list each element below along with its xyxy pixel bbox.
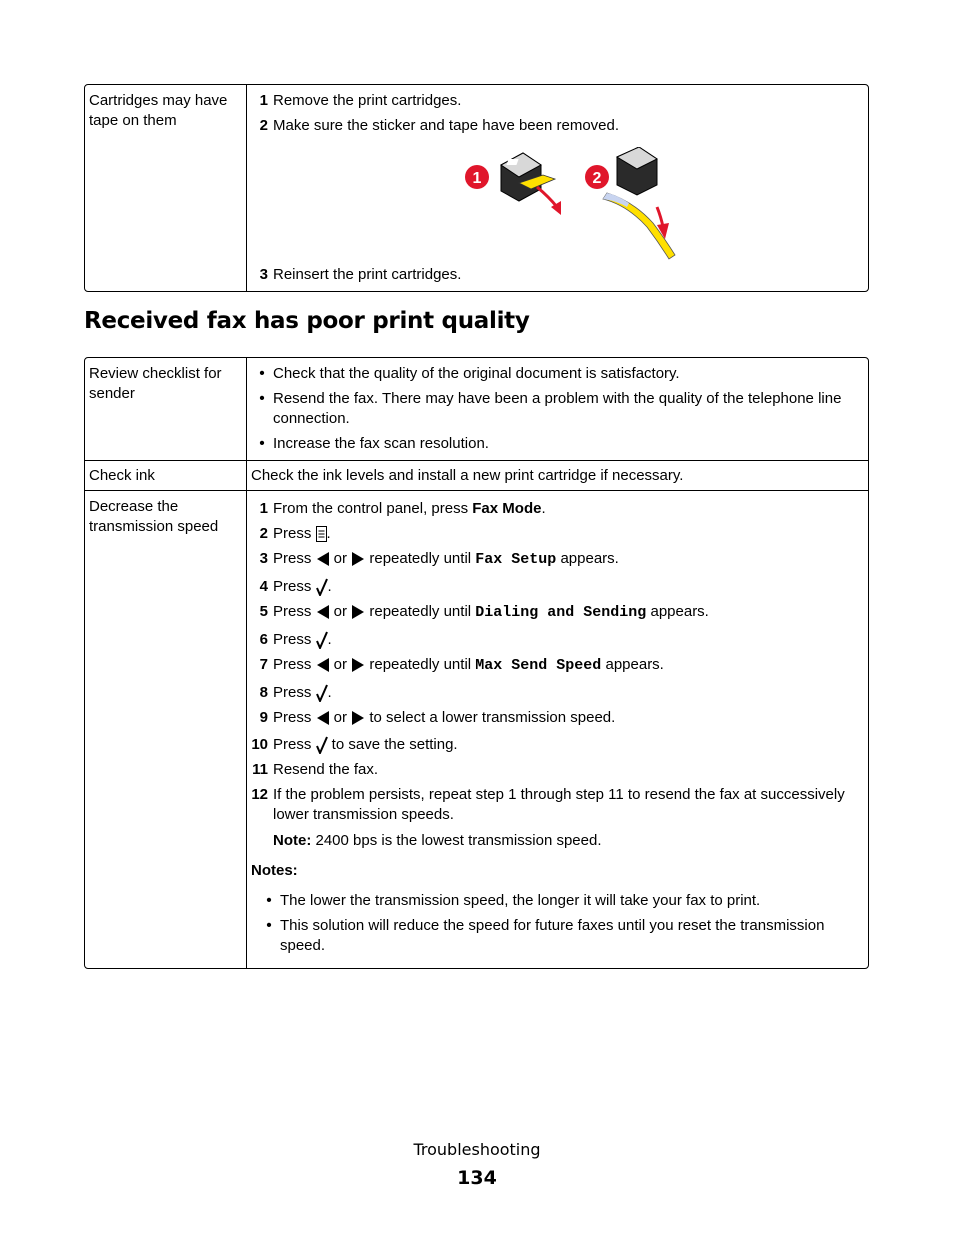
note [273,831,864,851]
bullet-icon: • [259,435,265,452]
step-text: Reinsert the print cartridges. [273,266,462,283]
step-item [251,116,864,136]
checkmark-icon [316,736,328,754]
checkmark-icon [316,631,328,649]
step-item [251,708,864,728]
step-text: Resend the fax. [273,761,379,778]
step-text: appears. [556,550,619,567]
bullet-item [258,891,864,911]
step-text: repeatedly until [365,550,476,567]
step-text: or [329,656,352,673]
step-text: Press [273,578,316,595]
bullet-text: The lower the transmission speed, the longer it will take your fax to print. [280,892,761,909]
menu-option-code: Fax Setup [475,551,557,568]
fax-quality-table [84,357,869,969]
step-item [251,265,461,285]
issue-cell: Decrease the transmission speed [85,491,247,968]
issue-cell: Cartridges may have tape on them [85,85,247,291]
step-text: Press [273,631,316,648]
left-arrow-icon [316,551,330,567]
footer-section-label: Troubleshooting [413,1140,541,1159]
step-text: . [541,500,546,517]
solution-cell [247,491,868,968]
step-item [251,683,864,703]
step-text: Press [273,525,316,542]
step-item [251,549,864,570]
bullet-text: Increase the fax scan resolution. [273,435,489,452]
right-arrow-icon [351,710,365,726]
left-arrow-icon [316,657,330,673]
step-text: or [329,603,352,620]
table-row [85,490,868,968]
cartridge-icon [617,147,657,195]
right-arrow-icon [351,657,365,673]
notes-heading: Notes: [251,862,298,879]
page-number: 134 [457,1167,497,1189]
solution-cell: Check the ink levels and install a new print cartridge if necessary. [251,467,684,484]
cartridge-tape-illustration [457,147,697,263]
bullet-text: Check that the quality of the original document is satisfactory. [273,365,680,382]
step-item [251,735,864,755]
step-text: . [327,684,332,701]
bullet-text: This solution will reduce the speed for future faxes until you reset the transmission speed. [280,917,825,954]
cartridge-illustration-svg [457,147,697,263]
bullet-icon: • [259,390,265,407]
step-text: From the control panel, press [273,500,473,517]
step-item [251,630,864,650]
table-row [85,85,868,291]
step-text: or [329,709,352,726]
checkmark-icon [316,684,328,702]
step-number: 10 [251,736,268,753]
step-number: 1 [259,500,268,517]
left-arrow-icon [316,710,330,726]
step-item [251,602,864,623]
right-arrow-icon [351,551,365,567]
step-text: repeatedly until [365,603,476,620]
note-text: 2400 bps is the lowest transmission speed. [311,832,602,849]
bullet-icon: • [266,917,272,934]
step-number: 3 [259,266,268,283]
step-text: If the problem persists, repeat step 1 through step 11 to resend the fax at successively lower transmission speeds. [273,786,845,823]
bullet-icon: • [266,892,272,909]
step-text: appears. [646,603,709,620]
step-text: . [326,525,331,542]
step-number: 7 [259,656,268,673]
section-heading: Received fax has poor print quality [84,308,530,334]
step-text: repeatedly until [365,656,476,673]
solution-cell [247,85,868,291]
bullet-item [258,916,864,956]
step-number: 6 [259,631,268,648]
menu-option-code: Max Send Speed [475,657,602,674]
step-text: Press [273,736,316,753]
step-text: . [327,578,332,595]
note-label: Note: [273,832,312,849]
step-number: 12 [251,786,268,803]
step-text: Press [273,684,316,701]
bullet-item [251,434,864,454]
step-text: Press [273,709,316,726]
cartridge-icon [501,153,555,201]
step-number: 11 [252,761,268,778]
step-text: Press [273,656,316,673]
step-item [251,499,864,519]
step-text: Make sure the sticker and tape have been removed. [273,117,620,134]
step-item [251,655,864,676]
menu-option-code: Dialing and Sending [475,604,647,621]
step-text: . [327,631,332,648]
issue-cell: Review checklist for sender [85,358,247,460]
step-number: 2 [259,525,268,542]
menu-icon [316,526,327,542]
step-text: to save the setting. [327,736,458,753]
table-row [85,358,868,460]
svg-text:2: 2 [592,170,602,187]
step-item [251,91,864,111]
step-number: 9 [259,709,268,726]
cartridge-tape-table [84,84,869,292]
step-number: 1 [259,92,268,109]
step-number: 2 [259,117,268,134]
step-text: Remove the print cartridges. [273,92,462,109]
solution-cell [247,358,868,460]
bullet-item [251,389,864,429]
step-text: Press [273,603,316,620]
step-item [251,577,864,597]
step-number: 5 [259,603,268,620]
step-number: 8 [259,684,268,701]
step-item [251,524,864,544]
step-text: Press [273,550,316,567]
left-arrow-icon [316,604,330,620]
issue-cell: Check ink [85,461,247,490]
checkmark-icon [316,578,328,596]
callout-1-badge [465,165,489,189]
svg-text:1: 1 [472,170,482,187]
callout-2-badge [585,165,609,189]
step-text: or [329,550,352,567]
bullet-icon: • [259,365,265,382]
step-text: to select a lower transmission speed. [365,709,616,726]
bullet-text: Resend the fax. There may have been a problem with the quality of the telephone line connection. [273,390,842,427]
table-row [85,460,868,490]
step-item [251,785,864,825]
step-number: 4 [259,578,268,595]
fax-mode-label: Fax Mode [472,500,542,517]
step-text: appears. [601,656,664,673]
right-arrow-icon [351,604,365,620]
bullet-item [251,364,864,384]
step-item [251,760,864,780]
step-number: 3 [259,550,268,567]
